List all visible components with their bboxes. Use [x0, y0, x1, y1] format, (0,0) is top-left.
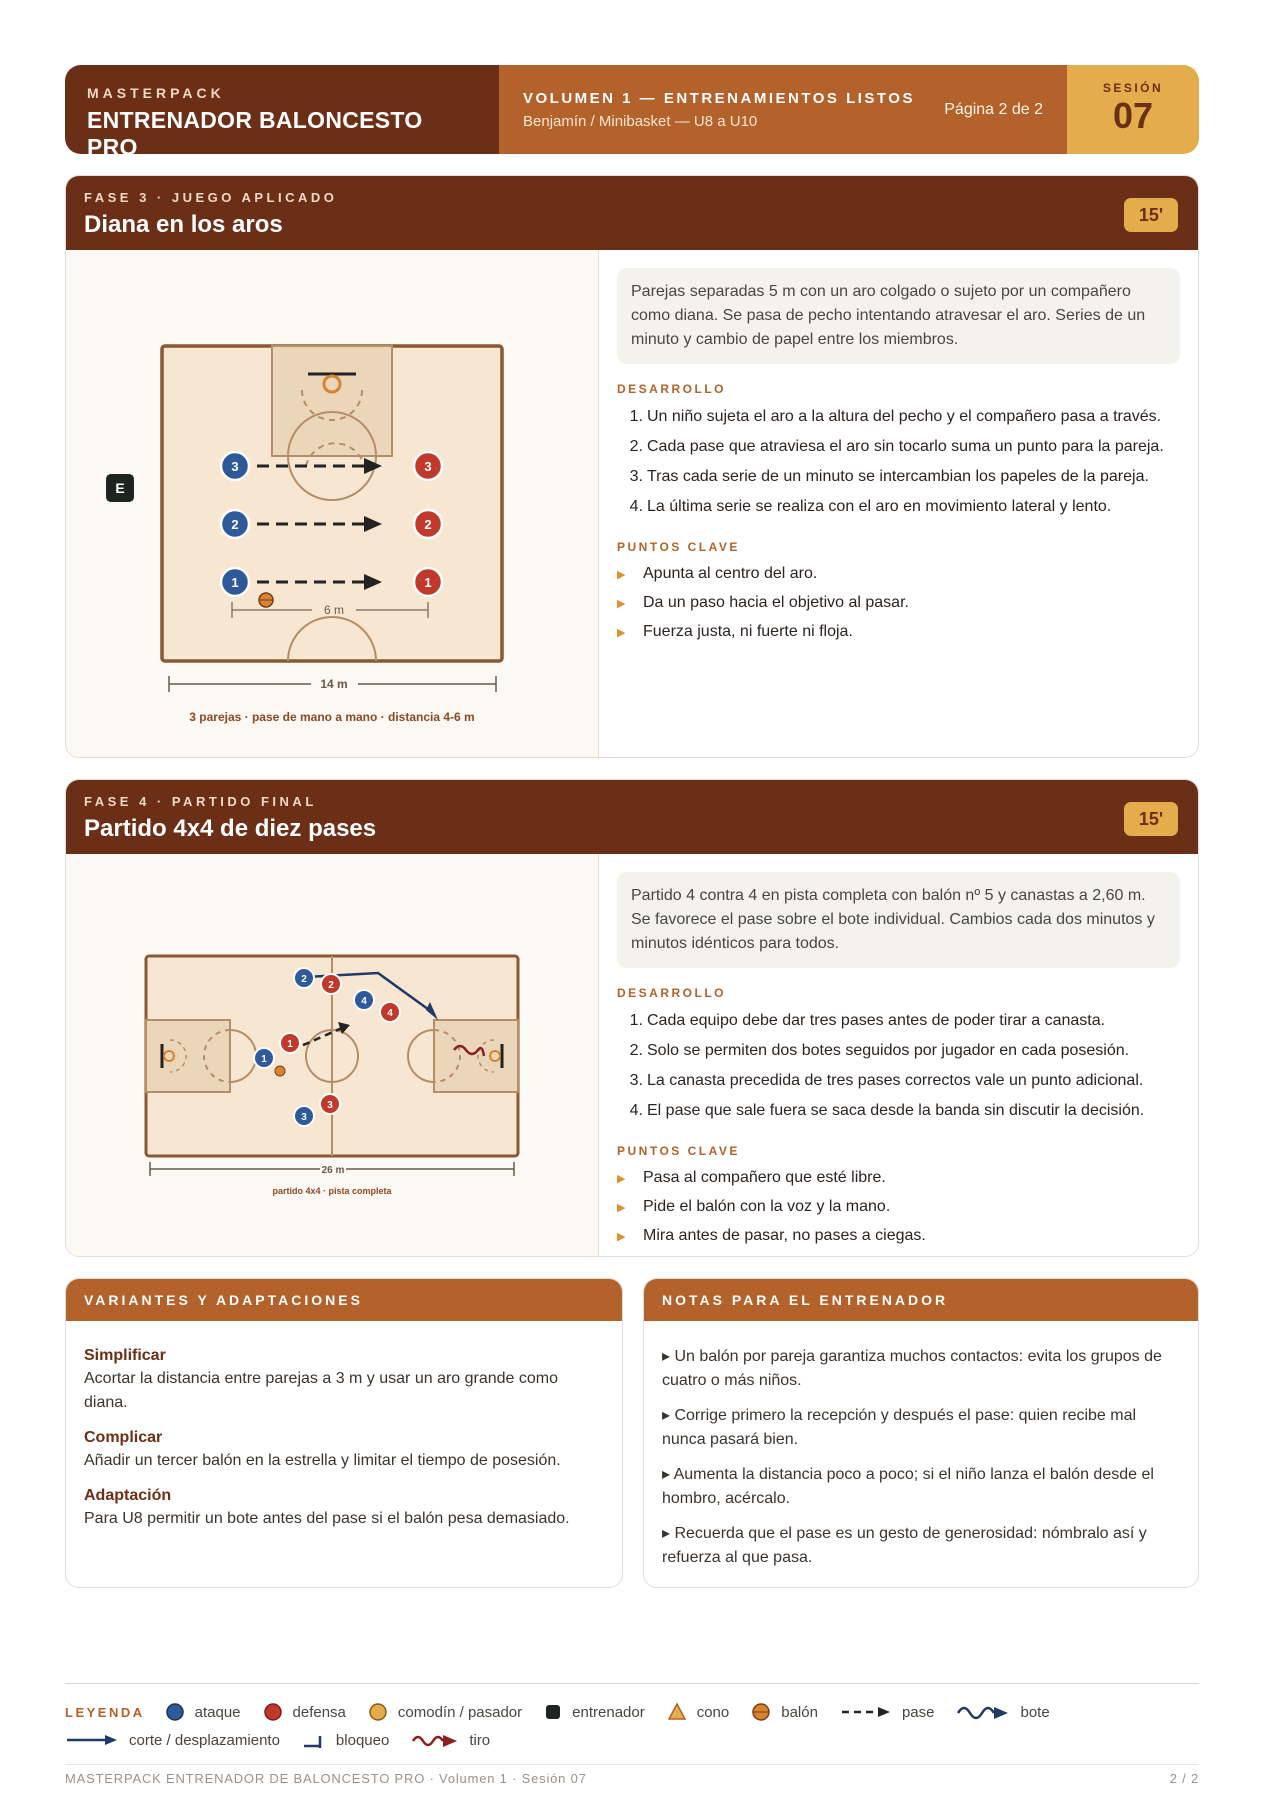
phase-kicker: FASE 4 · PARTIDO FINAL	[84, 794, 317, 809]
legend-item: ataque	[165, 1702, 241, 1722]
legend-item: corte / desplazamiento	[65, 1732, 280, 1749]
step-item: 1. Cada equipo debe dar tres pases antes de poder tirar a canasta.	[629, 1012, 1106, 1029]
triangle-bullet-icon: ▶	[617, 627, 626, 639]
dribble-icon	[956, 1703, 1010, 1721]
phase-summary: Parejas separadas 5 m con un aro colgado o sujeto por un compañero como diana. Se pasa de pecho intentando atravesar el aro. Series de un minuto y cambio de papel entre los miembros.	[617, 268, 1180, 364]
attack-player	[294, 1106, 314, 1126]
attack-player	[354, 990, 374, 1010]
footer-text: MASTERPACK ENTRENADOR DE BALONCESTO PRO · Volumen 1 · Sesión 07	[65, 1771, 587, 1786]
note-item: ▸ Un balón por pareja garantiza muchos contactos: evita los grupos de cuatro o más niños.	[662, 1348, 1162, 1389]
inner-distance-label: 6 m	[323, 603, 345, 617]
step-item: 2. Cada pase que atraviesa el aro sin tocarlo suma un punto para la pareja.	[629, 438, 1164, 455]
legend-item: pase	[840, 1704, 935, 1721]
development-label: DESARROLLO	[617, 382, 726, 396]
key-point: ▶ Apunta al centro del aro.	[617, 560, 1180, 589]
volume-subtitle: Benjamín / Minibasket — U8 a U10	[523, 112, 758, 130]
phase-3-header	[66, 176, 1198, 250]
key-points-label: PUNTOS CLAVE	[617, 1144, 740, 1158]
footer-page-number: 2 / 2	[1169, 1771, 1199, 1786]
phase-3-body	[66, 250, 1198, 758]
cone-icon	[667, 1702, 687, 1722]
phase-4-content	[599, 854, 1198, 1257]
variant-item	[84, 1429, 604, 1473]
svg-text:2: 2	[231, 517, 239, 532]
legend-item: tiro	[411, 1731, 490, 1749]
legend-row	[65, 1698, 1199, 1726]
variant-text: Para U8 permitir un bote antes del pase si el balón pesa demasiado.	[84, 1510, 570, 1527]
right-key	[434, 1020, 518, 1092]
legend-label: LEYENDA	[65, 1704, 145, 1720]
triangle-bullet-icon: ▶	[617, 1202, 626, 1214]
coach-icon	[544, 1703, 562, 1721]
development-label: DESARROLLO	[617, 986, 726, 1000]
coach-notes-box	[643, 1278, 1199, 1588]
notes-title: NOTAS PARA EL ENTRENADOR	[644, 1279, 1198, 1321]
brand-block	[65, 65, 499, 154]
attack-player	[294, 968, 314, 988]
legend-item: balón	[751, 1702, 818, 1722]
key-points	[617, 1164, 1180, 1251]
svg-text:2: 2	[301, 974, 307, 985]
half-court-diagram	[66, 250, 599, 758]
legend-item: bote	[956, 1703, 1049, 1721]
key-point: ▶ Mira antes de pasar, no pases a ciegas.	[617, 1222, 1180, 1251]
key-point: ▶ Pasa al compañero que esté libre.	[617, 1164, 1180, 1193]
defense-player	[414, 510, 442, 538]
phase-4-card	[65, 779, 1199, 1257]
attack-player	[221, 510, 249, 538]
key-point: ▶ Fuerza justa, ni fuerte ni floja.	[617, 618, 1180, 647]
note-item: ▸ Aumenta la distancia poco a poco; si el niño lanza el balón desde el hombro, acércalo.	[662, 1466, 1154, 1507]
legend-item: defensa	[263, 1702, 346, 1722]
defense-player	[414, 568, 442, 596]
svg-text:4: 4	[387, 1008, 393, 1019]
ball-icon	[751, 1702, 771, 1722]
step-item: 4. La última serie se realiza con el aro en movimiento lateral y lento.	[629, 498, 1112, 515]
note-item: ▸ Corrige primero la recepción y después el pase: quien recibe mal nunca pasará bien.	[662, 1407, 1137, 1448]
svg-text:3: 3	[301, 1112, 307, 1123]
brand-title: ENTRENADOR BALONCESTO PRO	[87, 107, 423, 154]
attack-player	[221, 568, 249, 596]
phase-title: Partido 4x4 de diez pases	[84, 815, 377, 842]
defense-player	[380, 1002, 400, 1022]
screen-icon	[302, 1730, 326, 1750]
svg-text:2: 2	[328, 980, 334, 991]
step-item: 1. Un niño sujeta el aro a la altura del pecho y el compañero pasa a través.	[629, 408, 1162, 425]
triangle-bullet-icon: ▶	[617, 598, 626, 610]
svg-text:1: 1	[424, 575, 432, 590]
variants-title: VARIANTES Y ADAPTACIONES	[66, 1279, 622, 1321]
triangle-bullet-icon: ▶	[617, 1231, 626, 1243]
step-item: 3. La canasta precedida de tres pases correctos vale un punto adicional.	[629, 1072, 1144, 1089]
step-item: 4. El pase que sale fuera se saca desde la banda sin discutir la decisión.	[629, 1102, 1145, 1119]
legend	[65, 1683, 1199, 1754]
variants-list	[66, 1321, 622, 1561]
phase-kicker: FASE 3 · JUEGO APLICADO	[84, 190, 338, 205]
phase-summary: Partido 4 contra 4 en pista completa con balón nº 5 y canastas a 2,60 m. Se favorece el pase sobre el bote individual. Cambios cada dos minutos y minutos idénticos para todos.	[617, 872, 1180, 968]
page-header	[65, 65, 1199, 154]
svg-text:2: 2	[424, 517, 432, 532]
width-label: 26 m	[321, 1165, 345, 1176]
variant-text: Añadir un tercer balón en la estrella y limitar el tiempo de posesión.	[84, 1452, 561, 1469]
svg-text:3: 3	[231, 459, 239, 474]
legend-item: bloqueo	[302, 1730, 389, 1750]
variant-label: Simplificar	[84, 1347, 166, 1364]
page-footer	[65, 1764, 1199, 1786]
triangle-bullet-icon: ▶	[617, 1173, 626, 1185]
svg-text:3: 3	[327, 1100, 333, 1111]
key-point: ▶ Pide el balón con la voz y la mano.	[617, 1193, 1180, 1222]
svg-text:3: 3	[424, 459, 432, 474]
coach-label: E	[115, 480, 125, 496]
attack-player	[254, 1048, 274, 1068]
key-area	[272, 346, 392, 456]
defense-player	[280, 1033, 300, 1053]
phase-3-card	[65, 175, 1199, 758]
step-item: 2. Solo se permiten dos botes seguidos por jugador en cada posesión.	[629, 1042, 1130, 1059]
session-label: SESIÓN	[1102, 81, 1164, 95]
svg-text:4: 4	[361, 996, 367, 1007]
variant-label: Adaptación	[84, 1487, 172, 1504]
width-label: 14 m	[320, 677, 348, 691]
defense-player	[321, 974, 341, 994]
defense-icon	[263, 1702, 283, 1722]
variant-item	[84, 1487, 604, 1531]
note-item: ▸ Recuerda que el pase es un gesto de generosidad: nómbralo así y refuerza al que pasa.	[662, 1525, 1147, 1566]
notes-list	[644, 1321, 1198, 1588]
key-points	[617, 560, 1180, 647]
ball-marker	[275, 1066, 285, 1076]
key-points-label: PUNTOS CLAVE	[617, 540, 740, 554]
svg-text:1: 1	[231, 575, 239, 590]
phase-3-diagram	[66, 250, 599, 758]
svg-text:1: 1	[287, 1039, 293, 1050]
key-point: ▶ Da un paso hacia el objetivo al pasar.	[617, 589, 1180, 618]
development-steps	[617, 402, 1180, 522]
defense-player	[320, 1094, 340, 1114]
session-block	[1067, 65, 1199, 154]
phase-4-header	[66, 780, 1198, 854]
page-indicator: Página 2 de 2	[944, 100, 1043, 118]
diagram-caption: 3 parejas · pase de mano a mano · distancia 4-6 m	[189, 710, 475, 724]
legend-item: cono	[667, 1702, 730, 1722]
variant-label: Complicar	[84, 1429, 163, 1446]
volume-title: VOLUMEN 1 — ENTRENAMIENTOS LISTOS	[523, 89, 915, 107]
legend-row	[65, 1726, 1199, 1754]
cut-icon	[65, 1732, 119, 1748]
step-item: 3. Tras cada serie de un minuto se intercambian los papeles de la pareja.	[629, 468, 1149, 485]
triangle-bullet-icon: ▶	[617, 569, 626, 581]
phase-4-diagram	[66, 854, 599, 1257]
legend-item: comodín / pasador	[368, 1702, 522, 1722]
brand-kicker: MASTERPACK	[87, 85, 225, 101]
phase-duration-badge: 15'	[1124, 198, 1178, 232]
full-court-diagram	[66, 854, 599, 1257]
defense-player	[414, 452, 442, 480]
attack-icon	[165, 1702, 185, 1722]
variants-box	[65, 1278, 623, 1588]
legend-item: entrenador	[544, 1703, 645, 1721]
left-key	[146, 1020, 230, 1092]
phase-4-body	[66, 854, 1198, 1257]
diagram-caption: partido 4x4 · pista completa	[272, 1186, 392, 1196]
variant-item	[84, 1347, 604, 1415]
development-steps	[617, 1006, 1180, 1126]
session-number: 07	[1112, 95, 1154, 136]
phase-duration-badge: 15'	[1124, 802, 1178, 836]
phase-3-content	[599, 250, 1198, 758]
pass-icon	[840, 1704, 892, 1720]
wildcard-icon	[368, 1702, 388, 1722]
attack-player	[221, 452, 249, 480]
svg-text:1: 1	[261, 1054, 267, 1065]
volume-block	[499, 65, 1067, 154]
variant-text: Acortar la distancia entre parejas a 3 m y usar un aro grande como diana.	[84, 1370, 559, 1411]
phase-title: Diana en los aros	[84, 211, 283, 238]
shot-icon	[411, 1731, 459, 1749]
